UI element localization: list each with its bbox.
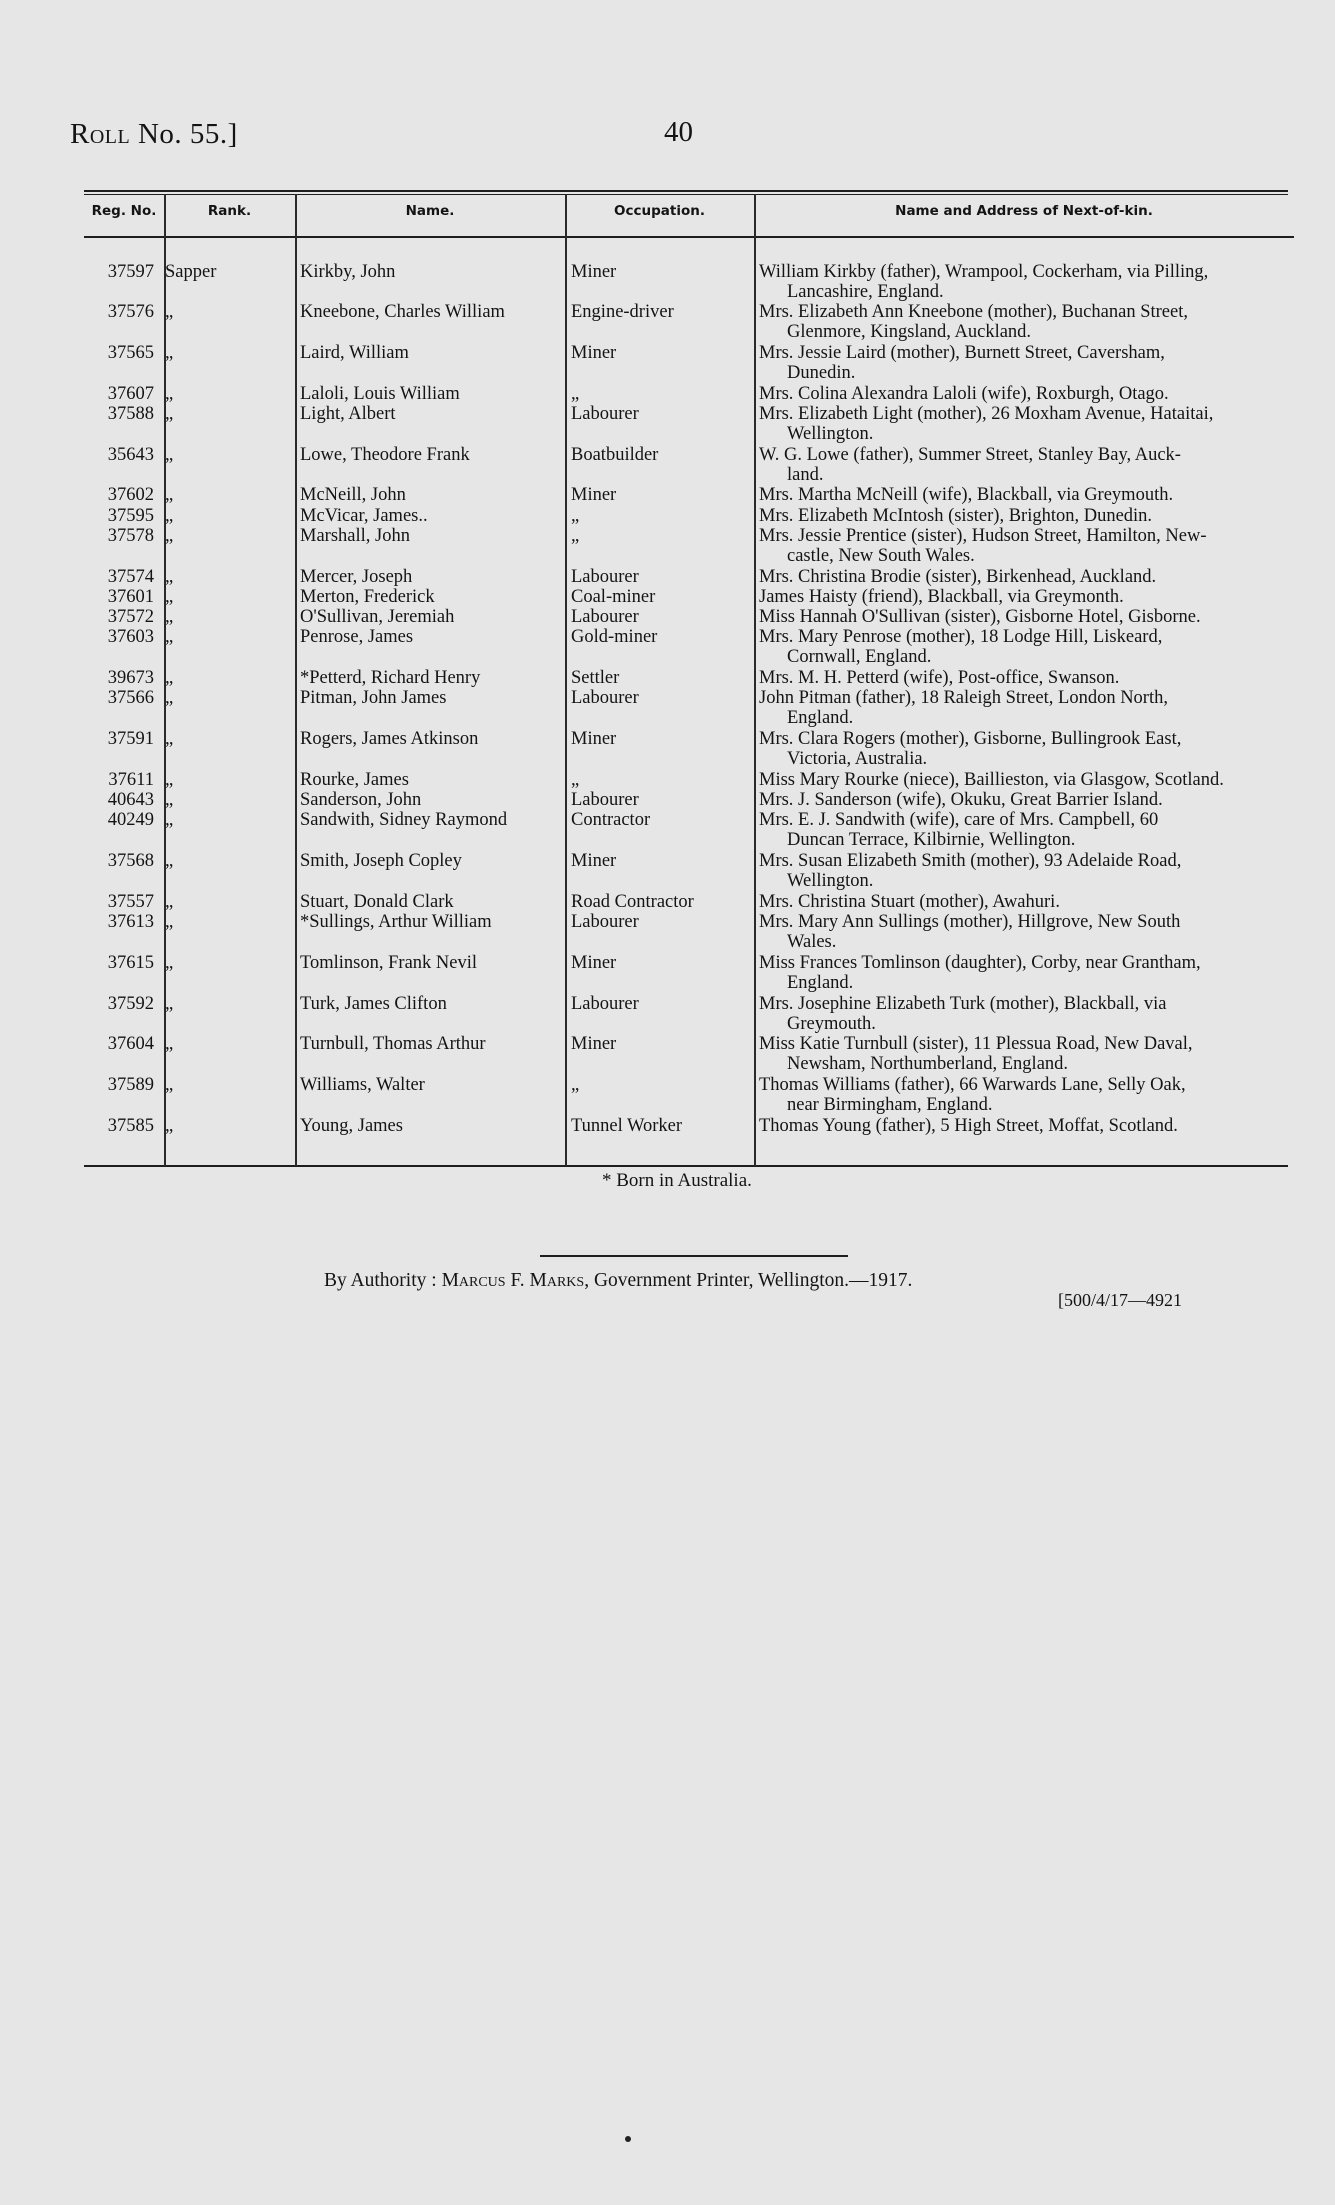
name-cell: Stuart, Donald Clark <box>300 892 454 912</box>
page-number: 40 <box>664 116 693 148</box>
roll-label: Roll <box>70 118 131 150</box>
name-cell: *Sullings, Arthur William <box>300 912 492 932</box>
rank-cell: „ <box>165 302 174 322</box>
occupation-cell: Labourer <box>571 404 639 424</box>
name-cell: Laird, William <box>300 343 409 363</box>
name-cell: Rourke, James <box>300 770 409 790</box>
rank-cell: „ <box>165 729 174 749</box>
next-of-kin-line: land. <box>787 465 824 485</box>
rank-cell: „ <box>165 912 174 932</box>
reg-no-cell: 37576 <box>107 302 154 322</box>
next-of-kin-line: Mrs. Christina Brodie (sister), Birkenhead, Auckland. <box>759 567 1157 587</box>
rank-cell: „ <box>165 627 174 647</box>
name-cell: Turnbull, Thomas Arthur <box>300 1034 486 1054</box>
rank-cell: Sapper <box>165 262 217 282</box>
column-header-next-of-kin: Name and Address of Next-of-kin. <box>895 203 1153 219</box>
name-cell: McNeill, John <box>300 485 406 505</box>
name-cell: Lowe, Theodore Frank <box>300 445 470 465</box>
rank-cell: „ <box>165 953 174 973</box>
next-of-kin-cell <box>759 404 1307 444</box>
name-cell: Smith, Joseph Copley <box>300 851 462 871</box>
next-of-kin-cell <box>759 1034 1307 1074</box>
authority-rule <box>540 1255 848 1257</box>
occupation-cell: Labourer <box>571 607 639 627</box>
rank-cell: „ <box>165 994 174 1014</box>
roll-header <box>70 118 238 151</box>
name-cell: McVicar, James.. <box>300 506 428 526</box>
next-of-kin-line: Mrs. Jessie Prentice (sister), Hudson Street, Hamilton, New- <box>759 526 1207 546</box>
name-cell: Turk, James Clifton <box>300 994 447 1014</box>
reg-no-cell: 37574 <box>107 567 154 587</box>
rank-cell: „ <box>165 445 174 465</box>
occupation-cell: Labourer <box>571 994 639 1014</box>
next-of-kin-cell <box>759 912 1307 952</box>
occupation-cell: Miner <box>571 729 617 749</box>
occupation-cell: Miner <box>571 953 617 973</box>
occupation-cell: Miner <box>571 851 617 871</box>
next-of-kin-line: Wellington. <box>787 871 874 891</box>
next-of-kin-cell <box>759 810 1307 850</box>
column-header-rank: Rank. <box>207 203 252 219</box>
occupation-cell: „ <box>571 1075 580 1095</box>
next-of-kin-line: James Haisty (friend), Blackball, via Greymonth. <box>759 587 1124 607</box>
next-of-kin-line: Lancashire, England. <box>787 282 944 302</box>
occupation-cell: Labourer <box>571 688 639 708</box>
rank-cell: „ <box>165 587 174 607</box>
name-cell: Rogers, James Atkinson <box>300 729 479 749</box>
occupation-cell: Miner <box>571 1034 617 1054</box>
next-of-kin-line: Glenmore, Kingsland, Auckland. <box>787 322 1032 342</box>
reg-no-cell: 37589 <box>107 1075 154 1095</box>
rank-cell: „ <box>165 607 174 627</box>
name-cell: Kirkby, John <box>300 262 396 282</box>
next-of-kin-line: Victoria, Australia. <box>787 749 928 769</box>
next-of-kin-line: Duncan Terrace, Kilbirnie, Wellington. <box>787 830 1076 850</box>
name-cell: Penrose, James <box>300 627 414 647</box>
occupation-cell: Tunnel Worker <box>571 1116 683 1136</box>
reg-no-cell: 37585 <box>107 1116 154 1136</box>
next-of-kin-line: Greymouth. <box>787 1014 876 1034</box>
reg-no-cell: 37557 <box>107 892 154 912</box>
column-header-name: Name. <box>405 203 455 219</box>
reg-no-cell: 37607 <box>107 384 154 404</box>
rank-cell: „ <box>165 567 174 587</box>
next-of-kin-line: William Kirkby (father), Wrampool, Cockerham, via Pilling, <box>759 262 1209 282</box>
occupation-cell: Labourer <box>571 790 639 810</box>
rank-cell: „ <box>165 892 174 912</box>
authority-line <box>324 1270 912 1292</box>
name-cell: Marshall, John <box>300 526 410 546</box>
next-of-kin-cell <box>759 445 1307 485</box>
next-of-kin-line: Mrs. Clara Rogers (mother), Gisborne, Bullingrook East, <box>759 729 1182 749</box>
reg-no-cell: 37595 <box>107 506 154 526</box>
name-cell: *Petterd, Richard Henry <box>300 668 481 688</box>
next-of-kin-line: Wellington. <box>787 424 874 444</box>
reg-no-cell: 37568 <box>107 851 154 871</box>
next-of-kin-cell <box>759 729 1307 769</box>
occupation-cell: „ <box>571 506 580 526</box>
next-of-kin-line: Mrs. Christina Stuart (mother), Awahuri. <box>759 892 1060 912</box>
next-of-kin-cell <box>759 506 1307 526</box>
reg-no-cell: 37565 <box>107 343 154 363</box>
next-of-kin-line: Newsham, Northumberland, England. <box>787 1054 1069 1074</box>
name-cell: Mercer, Joseph <box>300 567 413 587</box>
occupation-cell: „ <box>571 526 580 546</box>
occupation-cell: Labourer <box>571 912 639 932</box>
next-of-kin-line: Mrs. Elizabeth Ann Kneebone (mother), Buchanan Street, <box>759 302 1188 322</box>
rank-cell: „ <box>165 851 174 871</box>
rank-cell: „ <box>165 404 174 424</box>
occupation-cell: Labourer <box>571 567 639 587</box>
reg-no-cell: 37578 <box>107 526 154 546</box>
next-of-kin-line: Miss Frances Tomlinson (daughter), Corby, near Grantham, <box>759 953 1201 973</box>
next-of-kin-cell <box>759 262 1307 302</box>
column-header-occupation: Occupation. <box>614 203 705 219</box>
name-cell: Sanderson, John <box>300 790 422 810</box>
occupation-cell: Contractor <box>571 810 651 830</box>
next-of-kin-cell <box>759 384 1307 404</box>
occupation-cell: Settler <box>571 668 620 688</box>
roll-number: No. 55.] <box>137 118 238 150</box>
occupation-cell: Boatbuilder <box>571 445 659 465</box>
occupation-cell: Miner <box>571 262 617 282</box>
rank-cell: „ <box>165 343 174 363</box>
reg-no-cell: 39673 <box>107 668 154 688</box>
next-of-kin-cell <box>759 1075 1307 1115</box>
rank-cell: „ <box>165 770 174 790</box>
next-of-kin-cell <box>759 526 1307 566</box>
next-of-kin-line: Mrs. Susan Elizabeth Smith (mother), 93 Adelaide Road, <box>759 851 1182 871</box>
next-of-kin-line: castle, New South Wales. <box>787 546 975 566</box>
next-of-kin-cell <box>759 587 1307 607</box>
column-divider <box>754 194 756 1166</box>
next-of-kin-cell <box>759 485 1307 505</box>
occupation-cell: Miner <box>571 485 617 505</box>
next-of-kin-line: Cornwall, England. <box>787 647 932 667</box>
rank-cell: „ <box>165 506 174 526</box>
next-of-kin-cell <box>759 302 1307 342</box>
printer-name: Marcus F. Marks <box>441 1270 585 1291</box>
next-of-kin-line: Mrs. Martha McNeill (wife), Blackball, via Greymouth. <box>759 485 1174 505</box>
name-cell: Sandwith, Sidney Raymond <box>300 810 508 830</box>
reg-no-cell: 37603 <box>107 627 154 647</box>
next-of-kin-line: Dunedin. <box>787 363 856 383</box>
next-of-kin-line: Mrs. E. J. Sandwith (wife), care of Mrs. Campbell, 60 <box>759 810 1159 830</box>
occupation-cell: Road Contractor <box>571 892 694 912</box>
table-top-rule <box>84 190 1288 192</box>
next-of-kin-line: England. <box>787 708 854 728</box>
next-of-kin-line: Wales. <box>787 932 837 952</box>
rank-cell: „ <box>165 688 174 708</box>
next-of-kin-line: Mrs. Colina Alexandra Laloli (wife), Roxburgh, Otago. <box>759 384 1169 404</box>
rank-cell: „ <box>165 1034 174 1054</box>
next-of-kin-cell <box>759 688 1307 728</box>
next-of-kin-cell <box>759 607 1307 627</box>
next-of-kin-cell <box>759 892 1307 912</box>
reg-no-cell: 37604 <box>107 1034 154 1054</box>
next-of-kin-cell <box>759 1116 1307 1136</box>
reg-no-cell: 37566 <box>107 688 154 708</box>
next-of-kin-line: Mrs. Elizabeth McIntosh (sister), Brighton, Dunedin. <box>759 506 1153 526</box>
name-cell: Merton, Frederick <box>300 587 435 607</box>
name-cell: O'Sullivan, Jeremiah <box>300 607 455 627</box>
next-of-kin-line: Thomas Young (father), 5 High Street, Moffat, Scotland. <box>759 1116 1178 1136</box>
table-bottom-rule <box>84 1165 1288 1167</box>
print-reference: [500/4/17—4921 <box>1058 1290 1182 1310</box>
authority-prefix: By Authority : <box>324 1270 437 1291</box>
reg-no-cell: 37588 <box>107 404 154 424</box>
occupation-cell: Gold-miner <box>571 627 658 647</box>
occupation-cell: Engine-driver <box>571 302 674 322</box>
next-of-kin-line: Mrs. Elizabeth Light (mother), 26 Moxham Avenue, Hataitai, <box>759 404 1214 424</box>
reg-no-cell: 37613 <box>107 912 154 932</box>
occupation-cell: Coal-miner <box>571 587 656 607</box>
next-of-kin-line: England. <box>787 973 854 993</box>
next-of-kin-cell <box>759 567 1307 587</box>
next-of-kin-cell <box>759 770 1307 790</box>
next-of-kin-line: Mrs. M. H. Petterd (wife), Post-office, Swanson. <box>759 668 1120 688</box>
next-of-kin-line: Thomas Williams (father), 66 Warwards Lane, Selly Oak, <box>759 1075 1186 1095</box>
name-cell: Williams, Walter <box>300 1075 425 1095</box>
next-of-kin-line: W. G. Lowe (father), Summer Street, Stanley Bay, Auck- <box>759 445 1181 465</box>
rank-cell: „ <box>165 668 174 688</box>
rank-cell: „ <box>165 1075 174 1095</box>
name-cell: Kneebone, Charles William <box>300 302 505 322</box>
next-of-kin-line: near Birmingham, England. <box>787 1095 993 1115</box>
header-top-rule <box>84 194 1288 195</box>
next-of-kin-cell <box>759 790 1307 810</box>
rank-cell: „ <box>165 790 174 810</box>
rank-cell: „ <box>165 810 174 830</box>
next-of-kin-line: Mrs. Mary Ann Sullings (mother), Hillgrove, New South <box>759 912 1181 932</box>
rank-cell: „ <box>165 485 174 505</box>
occupation-cell: „ <box>571 384 580 404</box>
occupation-cell: „ <box>571 770 580 790</box>
name-cell: Pitman, John James <box>300 688 447 708</box>
column-divider <box>565 194 567 1166</box>
next-of-kin-line: Miss Katie Turnbull (sister), 11 Plessua Road, New Daval, <box>759 1034 1193 1054</box>
reg-no-cell: 37611 <box>108 770 154 790</box>
next-of-kin-line: Mrs. Mary Penrose (mother), 18 Lodge Hill, Liskeard, <box>759 627 1163 647</box>
column-divider <box>295 194 297 1166</box>
next-of-kin-line: Mrs. Jessie Laird (mother), Burnett Street, Caversham, <box>759 343 1165 363</box>
reg-no-cell: 35643 <box>107 445 154 465</box>
next-of-kin-cell <box>759 851 1307 891</box>
reg-no-cell: 37615 <box>107 953 154 973</box>
authority-suffix: , Government Printer, Wellington.—1917. <box>584 1270 913 1291</box>
next-of-kin-line: Miss Mary Rourke (niece), Baillieston, via Glasgow, Scotland. <box>759 770 1224 790</box>
reg-no-cell: 40249 <box>107 810 154 830</box>
next-of-kin-line: Mrs. Josephine Elizabeth Turk (mother), Blackball, via <box>759 994 1167 1014</box>
reg-no-cell: 37592 <box>107 994 154 1014</box>
name-cell: Tomlinson, Frank Nevil <box>300 953 478 973</box>
rank-cell: „ <box>165 1116 174 1136</box>
reg-no-cell: 37572 <box>107 607 154 627</box>
next-of-kin-line: Miss Hannah O'Sullivan (sister), Gisborne Hotel, Gisborne. <box>759 607 1201 627</box>
next-of-kin-cell <box>759 627 1307 667</box>
column-header-reg: Reg. No. <box>91 203 157 219</box>
print-speck <box>625 2136 631 2142</box>
reg-no-cell: 40643 <box>107 790 154 810</box>
rank-cell: „ <box>165 526 174 546</box>
next-of-kin-cell <box>759 668 1307 688</box>
footnote: * Born in Australia. <box>602 1170 752 1191</box>
name-cell: Young, James <box>300 1116 403 1136</box>
next-of-kin-cell <box>759 953 1307 993</box>
header-bottom-rule <box>84 236 1294 238</box>
name-cell: Light, Albert <box>300 404 396 424</box>
reg-no-cell: 37601 <box>107 587 154 607</box>
next-of-kin-line: John Pitman (father), 18 Raleigh Street, London North, <box>759 688 1168 708</box>
next-of-kin-cell <box>759 994 1307 1034</box>
reg-no-cell: 37597 <box>107 262 154 282</box>
reg-no-cell: 37591 <box>107 729 154 749</box>
next-of-kin-cell <box>759 343 1307 383</box>
occupation-cell: Miner <box>571 343 617 363</box>
name-cell: Laloli, Louis William <box>300 384 460 404</box>
reg-no-cell: 37602 <box>107 485 154 505</box>
next-of-kin-line: Mrs. J. Sanderson (wife), Okuku, Great Barrier Island. <box>759 790 1163 810</box>
rank-cell: „ <box>165 384 174 404</box>
